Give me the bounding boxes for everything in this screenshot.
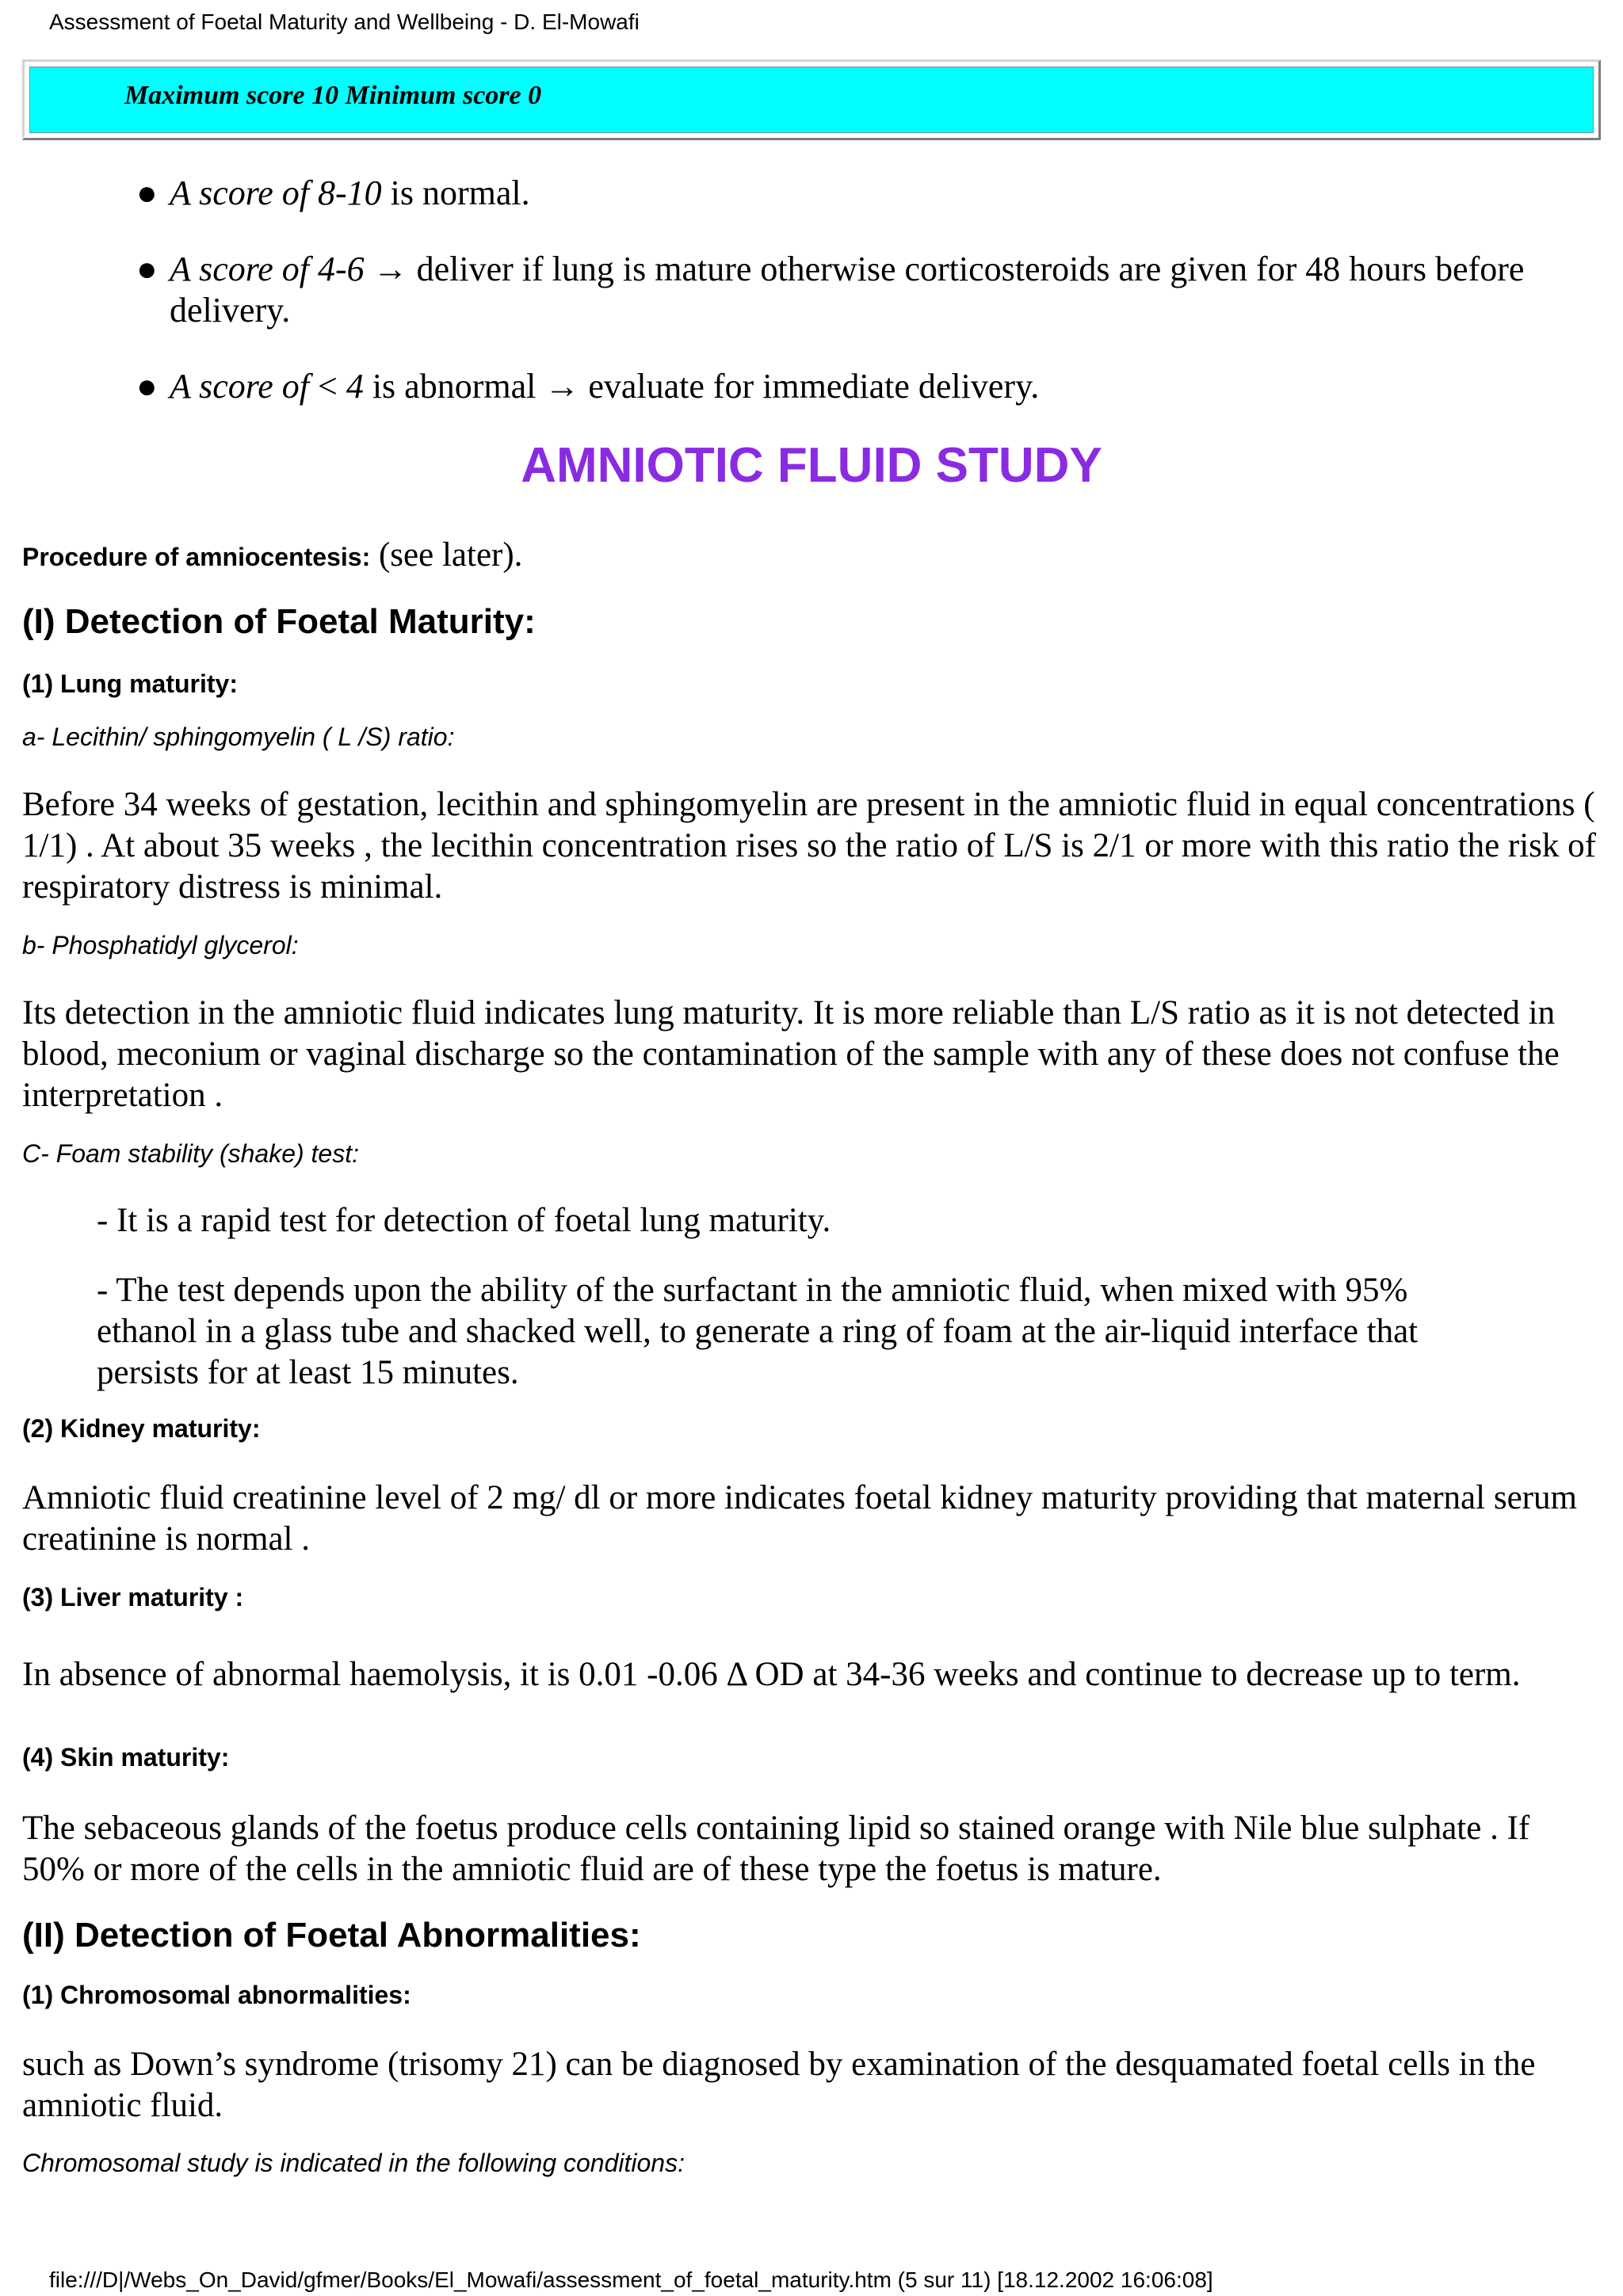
paragraph-phosphatidyl-glycerol: Its detection in the amniotic fluid indicates lung maturity. It is more reliable than L/S ratio as it is not detected in blood, meconium or vaginal discharge so the contamination of the sample with any of these does not confuse the interpretation . xyxy=(22,994,1560,1114)
score-summary-box xyxy=(22,59,1601,140)
bullet-icon: ● xyxy=(136,174,158,212)
score-meaning: is abnormal → evaluate for immediate delivery. xyxy=(363,367,1040,406)
score-range-text: Maximum score 10 Minimum score 0 xyxy=(124,81,542,110)
section-heading-maturity: (I) Detection of Foetal Maturity: xyxy=(22,602,536,641)
score-item-normal xyxy=(170,173,1564,214)
subheading-phosphatidyl-glycerol: b- Phosphatidyl glycerol: xyxy=(22,931,299,959)
score-operator: < xyxy=(308,367,346,406)
page-title: AMNIOTIC FLUID STUDY xyxy=(521,438,1102,493)
paragraph-ls-ratio: Before 34 weeks of gestation, lecithin and sphingomyelin are present in the amniotic fluid in equal concentrations ( 1/1) . At about 35 weeks , the lecithin concentration rises so the ratio of L/S is 2/1 or more with this ratio the risk of respiratory distress is minimal. xyxy=(22,786,1596,906)
paragraph-chromosomal: such as Down’s syndrome (trisomy 21) can be diagnosed by examination of the desquamated foetal cells in the amniotic fluid. xyxy=(22,2046,1536,2124)
bullet-icon: ● xyxy=(136,250,158,288)
page-header-title: Assessment of Foetal Maturity and Wellbeing - D. El-Mowafi xyxy=(49,10,640,34)
subheading-kidney-maturity: (2) Kidney maturity: xyxy=(22,1414,261,1443)
procedure-text: (see later). xyxy=(370,536,523,574)
paragraph-skin-maturity: The sebaceous glands of the foetus produce cells containing lipid so stained orange with Nile blue sulphate . If 50% or more of the cells in the amniotic fluid are of these type the foetus is mature. xyxy=(22,1810,1530,1888)
bullet-icon: ● xyxy=(136,367,158,406)
score-range: A score of 8-10 xyxy=(170,174,382,212)
score-range: A score of xyxy=(170,367,309,406)
score-meaning: is normal. xyxy=(381,174,530,212)
score-meaning: → deliver if lung is mature otherwise corticosteroids are given for 48 hours before delivery. xyxy=(170,250,1525,330)
subheading-chromosomal: (1) Chromosomal abnormalities: xyxy=(22,1981,411,2009)
paragraph-foam-rapid-test: - It is a rapid test for detection of foetal lung maturity. xyxy=(97,1202,831,1239)
subheading-lung-maturity: (1) Lung maturity: xyxy=(22,669,238,698)
paragraph-liver-maturity: In absence of abnormal haemolysis, it is 0.01 -0.06 Δ OD at 34-36 weeks and continue to decrease up to term. xyxy=(22,1656,1521,1693)
subheading-liver-maturity: (3) Liver maturity : xyxy=(22,1583,244,1611)
score-item-abnormal xyxy=(170,366,1564,407)
score-value: 4 xyxy=(346,367,364,406)
procedure-label: Procedure of amniocentesis: xyxy=(22,543,371,571)
score-range: A score of 4-6 xyxy=(170,250,365,288)
paragraph-foam-method: - The test depends upon the ability of the surfactant in the amniotic fluid, when mixed with 95% ethanol in a glass tube and shacked well, to generate a ring of foam at the air-liquid interface that persists for at least 15 minutes. xyxy=(97,1272,1419,1391)
subheading-ls-ratio: a- Lecithin/ sphingomyelin ( L /S) ratio: xyxy=(22,723,455,751)
subheading-skin-maturity: (4) Skin maturity: xyxy=(22,1743,230,1772)
subheading-foam-stability: C- Foam stability (shake) test: xyxy=(22,1139,359,1168)
score-item-intermediate xyxy=(170,249,1564,331)
page-footer-url: file:///D|/Webs_On_David/gfmer/Books/El_Mowafi/assessment_of_foetal_maturity.htm (5 sur 11) [18.12.2002 16:06:08] xyxy=(49,2267,1213,2292)
section-heading-abnormalities: (II) Detection of Foetal Abnormalities: xyxy=(22,1916,641,1955)
chromosomal-indication-lead: Chromosomal study is indicated in the following conditions: xyxy=(22,2149,685,2177)
paragraph-kidney-maturity: Amniotic fluid creatinine level of 2 mg/ dl or more indicates foetal kidney maturity providing that maternal serum creatinine is normal . xyxy=(22,1479,1577,1558)
procedure-line xyxy=(22,535,1599,578)
